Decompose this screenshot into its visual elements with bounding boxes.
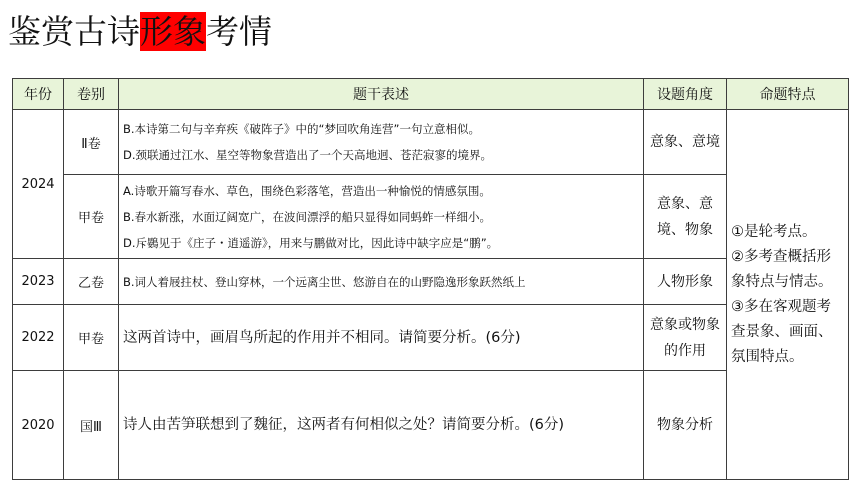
feature-item: ①是轮考点。 (731, 223, 817, 240)
angle-cell: 意象或物象的作用 (644, 305, 727, 371)
table-row (13, 110, 849, 175)
paper-cell: 甲卷 (64, 175, 119, 259)
exam-analysis-table (12, 78, 849, 480)
year-cell-2024: 2024 (13, 110, 64, 259)
paper-cell: Ⅱ卷 (64, 110, 119, 175)
stem-cell: 这两首诗中，画眉鸟所起的作用并不相同。请简要分析。(6分) (119, 305, 644, 371)
header-stem: 题干表述 (119, 79, 644, 110)
feature-item: ③多在客观题考查景象、画面、氛围特点。 (731, 298, 833, 365)
table-row (13, 305, 849, 371)
stem-cell (119, 259, 644, 305)
year-cell: 2023 (13, 259, 64, 305)
year-cell: 2020 (13, 371, 64, 480)
stem-option: A.诗歌开篇写春水、草色，围绕色彩落笔，营造出一种愉悦的情感氛围。 (123, 183, 491, 198)
page-title (8, 10, 272, 54)
stem-option: D.颈联通过江水、星空等物象营造出了一个天高地迥、苍茫寂寥的境界。 (123, 148, 493, 162)
paper-cell: 乙卷 (64, 259, 119, 305)
angle-cell: 意象、意境、物象 (644, 175, 727, 259)
table-header-row (13, 79, 849, 110)
angle-cell: 意象、意境 (644, 110, 727, 175)
table-row (13, 175, 849, 259)
feature-cell (727, 110, 849, 480)
stem-cell: 诗人由苦笋联想到了魏征，这两者有何相似之处？请简要分析。(6分) (119, 371, 644, 480)
table-row (13, 259, 849, 305)
header-angle: 设题角度 (644, 79, 727, 110)
page-title-highlight: 形象 (140, 12, 206, 51)
stem-option: B.词人着屐拄杖、登山穿林，一个远离尘世、悠游自在的山野隐逸形象跃然纸上 (123, 274, 526, 289)
stem-option: D.斥鷃见于《庄子・逍遥游》，用来与鹏做对比，因此诗中缺字应是“鹏”。 (123, 235, 499, 250)
stem-cell (119, 175, 644, 259)
stem-cell (119, 110, 644, 175)
paper-cell: 国Ⅲ (64, 371, 119, 480)
stem-option: B.春水新涨，水面辽阔宽广，在波间漂浮的船只显得如同蚂蚱一样细小。 (123, 209, 492, 224)
header-paper: 卷别 (64, 79, 119, 110)
table-row (13, 371, 849, 480)
paper-cell: 甲卷 (64, 305, 119, 371)
stem-option: B.本诗第二句与辛弃疾《破阵子》中的“梦回吹角连营”一句立意相似。 (123, 122, 480, 136)
header-year: 年份 (13, 79, 64, 110)
header-feature: 命题特点 (727, 79, 849, 110)
angle-cell: 物象分析 (644, 371, 727, 480)
page-title-suffix: 考情 (206, 12, 272, 51)
angle-cell: 人物形象 (644, 259, 727, 305)
page-title-prefix: 鉴赏古诗 (8, 12, 140, 51)
feature-item: ②多考查概括形象特点与情志。 (731, 248, 833, 290)
year-cell: 2022 (13, 305, 64, 371)
